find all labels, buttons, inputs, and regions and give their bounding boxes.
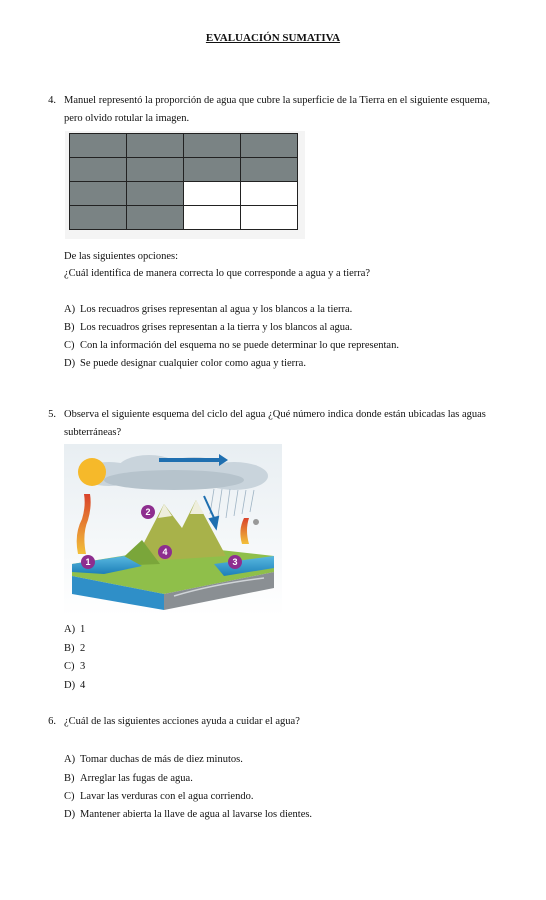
scheme-cell-gray (184, 134, 241, 158)
q5-text-line2: subterráneas? (64, 427, 122, 438)
scheme-cell-gray (127, 182, 184, 206)
water-cycle-diagram (64, 444, 282, 616)
scheme-cell-gray (241, 134, 298, 158)
proportion-scheme (65, 131, 305, 239)
label-badge-4 (158, 545, 172, 559)
scheme-cell-gray (70, 134, 127, 158)
label-badge-3 (228, 555, 242, 569)
q6-option-c[interactable]: C) Lavar las verduras con el agua corriendo. (64, 791, 254, 802)
svg-text:2: 2 (145, 507, 151, 517)
q4-option-d[interactable]: D) Se puede designar cualquier color como agua y tierra. (64, 358, 306, 369)
svg-text:1: 1 (85, 557, 91, 567)
scheme-cell-white (184, 182, 241, 206)
q5-option-d[interactable]: D) 4 (64, 680, 86, 691)
scheme-row (70, 182, 298, 206)
sun-icon (78, 458, 106, 486)
q5-option-c[interactable]: C) 3 (64, 661, 86, 672)
scheme-cell-gray (127, 134, 184, 158)
scheme-cell-gray (70, 206, 127, 230)
label-badge-2 (141, 505, 155, 519)
q6-number: 6. (48, 716, 56, 727)
scheme-cell-white (241, 182, 298, 206)
page-title: EVALUACIÓN SUMATIVA (205, 32, 341, 44)
scheme-cell-gray (70, 158, 127, 182)
q5-text-line1: Observa el siguiente esquema del ciclo del agua ¿Qué número indica donde están ubicadas las aguas (64, 409, 486, 420)
svg-text:3: 3 (232, 557, 238, 567)
q5-option-b[interactable]: B) 2 (64, 643, 86, 654)
scheme-grid (69, 133, 298, 230)
scheme-row (70, 158, 298, 182)
q4-intro-line2: ¿Cuál identifica de manera correcta lo que corresponde a agua y a tierra? (64, 268, 371, 279)
scheme-cell-white (241, 206, 298, 230)
q4-option-c[interactable]: C) Con la información del esquema no se puede determinar lo que representan. (64, 340, 399, 351)
q4-number: 4. (48, 95, 56, 106)
q6-option-b[interactable]: B) Arreglar las fugas de agua. (64, 773, 193, 784)
scheme-cell-gray (127, 158, 184, 182)
q4-option-b[interactable]: B) Los recuadros grises representan a la tierra y los blancos al agua. (64, 322, 353, 333)
scheme-cell-gray (241, 158, 298, 182)
q6-text-line1: ¿Cuál de las siguientes acciones ayuda a cuidar el agua? (64, 716, 300, 727)
svg-text:4: 4 (162, 547, 168, 557)
label-badge-1 (81, 555, 95, 569)
q4-text-line1: Manuel representó la proporción de agua que cubre la superficie de la Tierra en el siguiente esquema, (64, 95, 490, 106)
scheme-cell-white (184, 206, 241, 230)
q6-option-a[interactable]: A) Tomar duchas de más de diez minutos. (64, 754, 243, 765)
scheme-row (70, 134, 298, 158)
q6-option-d[interactable]: D) Mantener abierta la llave de agua al lavarse los dientes. (64, 809, 313, 820)
scheme-row (70, 206, 298, 230)
q4-option-a[interactable]: A) Los recuadros grises representan al agua y los blancos a la tierra. (64, 304, 353, 315)
dot-icon (253, 519, 259, 525)
scheme-cell-gray (70, 182, 127, 206)
q4-text-line2: pero olvido rotular la imagen. (64, 113, 190, 124)
scheme-cell-gray (184, 158, 241, 182)
scheme-cell-gray (127, 206, 184, 230)
q5-number: 5. (48, 409, 56, 420)
q4-intro-line1: De las siguientes opciones: (64, 251, 179, 262)
q5-option-a[interactable]: A) 1 (64, 624, 86, 635)
